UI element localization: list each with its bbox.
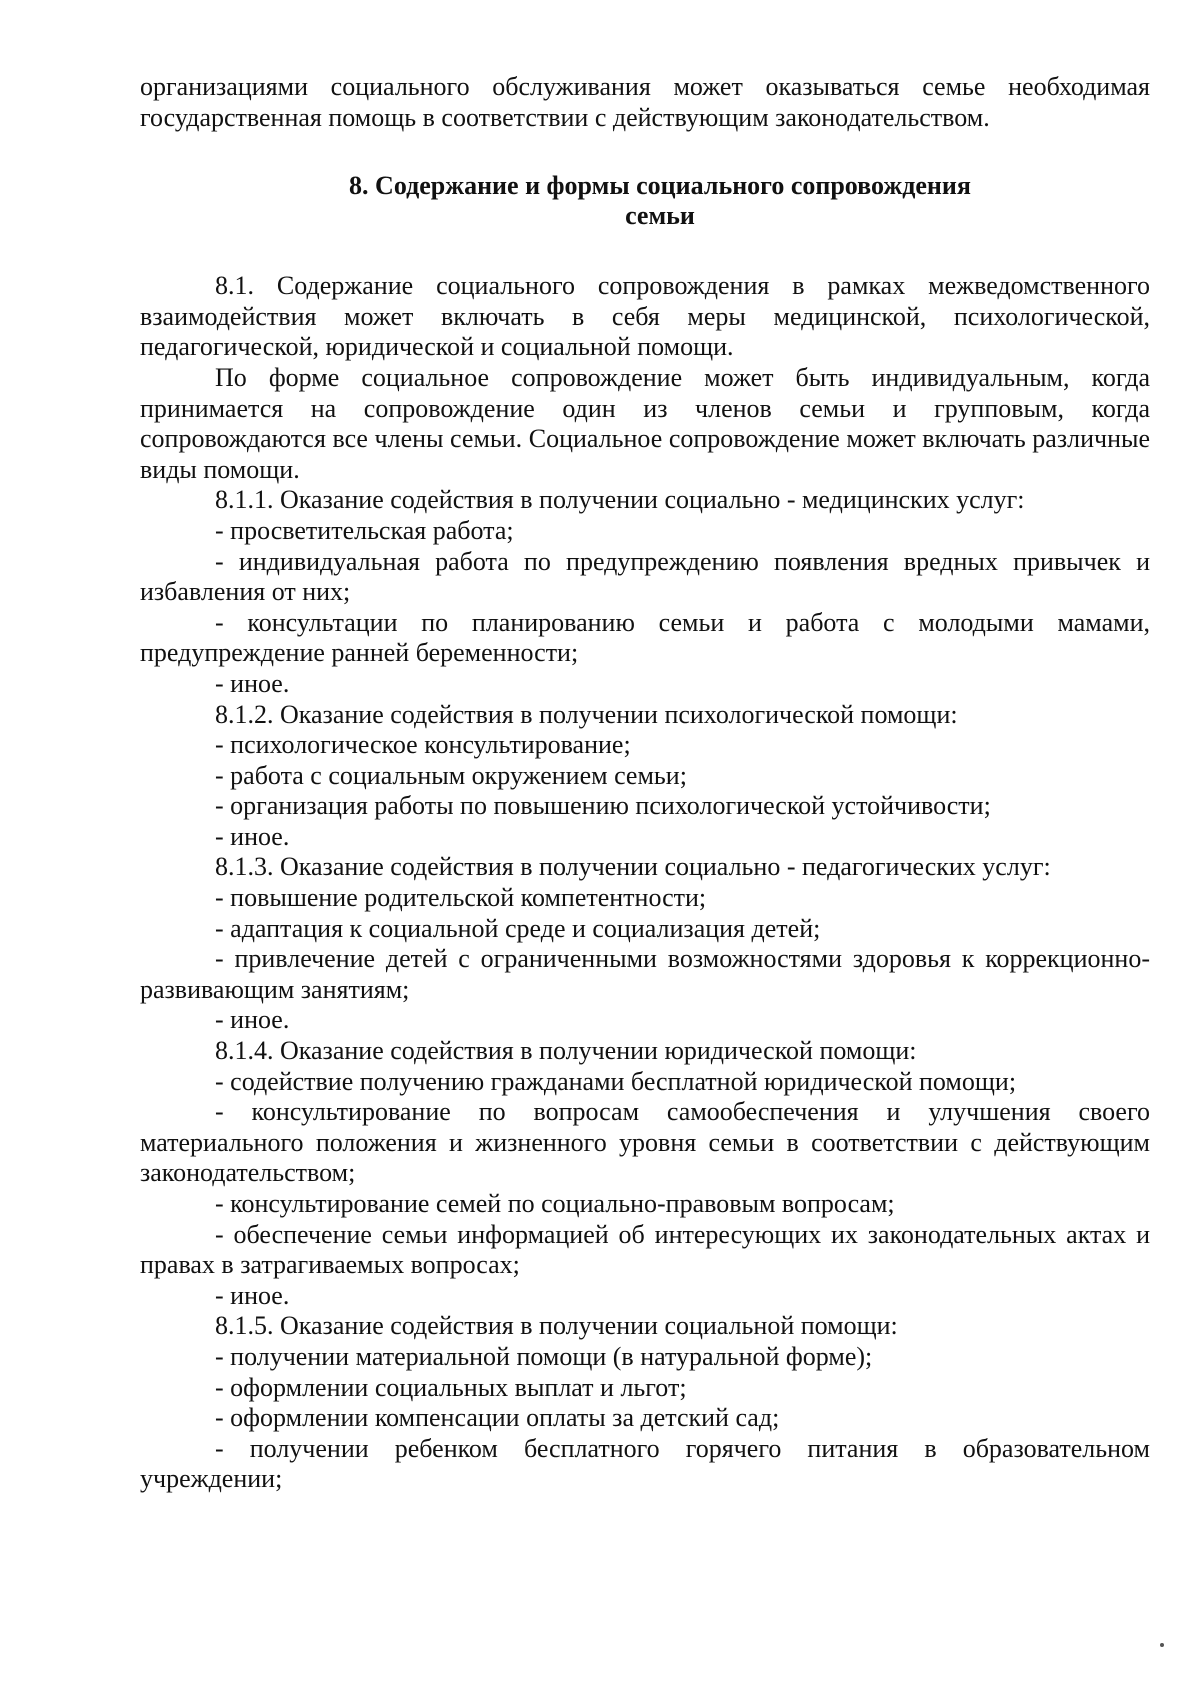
list-item: - индивидуальная работа по предупреждению появления вредных привычек и избавления от них;	[140, 546, 1150, 607]
list-item: - консультирование семей по социально-правовым вопросам;	[215, 1189, 895, 1218]
document-body	[140, 72, 1150, 1495]
list-item: - иное.	[215, 1005, 290, 1035]
list-item: - оформлении компенсации оплаты за детский сад;	[215, 1403, 780, 1433]
section-heading	[140, 171, 1150, 231]
section-heading-line-2: семьи	[625, 201, 695, 231]
list-item: - оформлении социальных выплат и льгот;	[215, 1372, 687, 1402]
list-item: - иное.	[215, 821, 290, 851]
scan-speck	[1160, 1643, 1164, 1647]
list-item: - организация работы по повышению психологической устойчивости;	[215, 791, 991, 821]
list-item: - содействие получению гражданами бесплатной юридической помощи;	[215, 1066, 1017, 1096]
list-item: - обеспечение семьи информацией об интересующих их законодательных актах и правах в затрагиваемых вопросах;	[140, 1219, 1150, 1280]
intro-paragraph: организациями социального обслуживания может оказываться семье необходимая государственная помощь в соответствии с действующим законодательством.	[140, 72, 1150, 132]
subsection-8-1-1-title: 8.1.1. Оказание содействия в получении социально - медицинских услуг:	[215, 485, 1025, 515]
list-item: - психологическое консультирование;	[215, 730, 631, 760]
list-item: - иное.	[215, 668, 290, 698]
paragraph-8-1: 8.1. Содержание социального сопровождения в рамках межведомственного взаимодействия может включать в себя меры медицинской, психологической, педагогической, юридической и социальной помощи.	[140, 271, 1150, 362]
list-item: - получении ребенком бесплатного горячего питания в образовательном учреждении;	[140, 1433, 1150, 1494]
list-item: - получении материальной помощи (в натуральной форме);	[215, 1341, 873, 1371]
list-item: - привлечение детей с ограниченными возможностями здоровья к коррекционно-развивающим занятиям;	[140, 944, 1150, 1004]
subsection-8-1-3-title: 8.1.3. Оказание содействия в получении социально - педагогических услуг:	[215, 852, 1051, 882]
list-item: - повышение родительской компетентности;	[215, 883, 707, 913]
subsection-8-1-5-title: 8.1.5. Оказание содействия в получении социальной помощи:	[215, 1311, 898, 1341]
subsection-8-1-2-title: 8.1.2. Оказание содействия в получении психологической помощи:	[215, 699, 958, 729]
list-item: - адаптация к социальной среде и социализация детей;	[215, 913, 821, 943]
subsection-8-1-4-title: 8.1.4. Оказание содействия в получении юридической помощи:	[215, 1036, 917, 1066]
list-item: - работа с социальным окружением семьи;	[215, 760, 687, 790]
paragraph-form: По форме социальное сопровождение может быть индивидуальным, когда принимается на сопровождение один из членов семьи и групповым, когда сопровождаются все члены семьи. Социальное сопровождение может включать различные виды помощи.	[140, 362, 1150, 484]
list-item: - иное.	[215, 1280, 290, 1310]
list-item: - просветительская работа;	[215, 515, 514, 545]
section-heading-line-1: 8. Содержание и формы социального сопровождения	[349, 171, 971, 201]
list-item: - консультации по планированию семьи и работа с молодыми мамами, предупреждение ранней беременности;	[140, 607, 1150, 668]
list-item: - консультирование по вопросам самообеспечения и улучшения своего материального положения и жизненного уровня семьи в соответствии с действующим законодательством;	[140, 1097, 1150, 1188]
